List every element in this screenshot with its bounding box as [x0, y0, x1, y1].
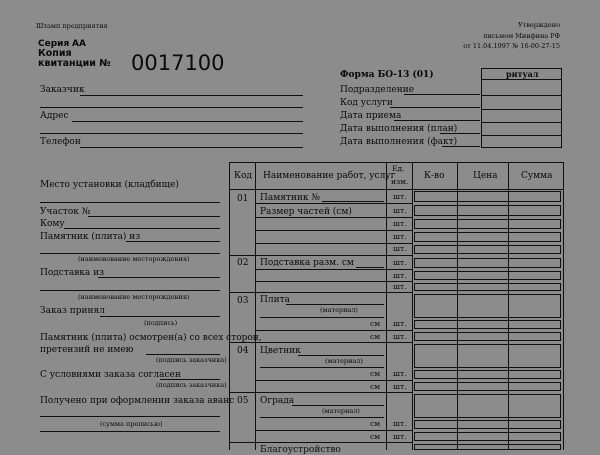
col-header-qty: К-во [424, 171, 445, 181]
field-fact-date-line[interactable] [442, 146, 480, 147]
item-monument: Памятник № [260, 193, 320, 203]
inspected-line-2: претензий не имею [40, 345, 134, 355]
unit-sm: см [370, 369, 381, 378]
code-04: 04 [237, 346, 249, 356]
item-stand-line[interactable] [356, 267, 384, 268]
to-label: Кому [40, 219, 65, 229]
col-header-name: Наименование работ, услуг [263, 171, 396, 181]
code-03: 03 [237, 296, 249, 306]
item-cut-off: Благоустройство [260, 445, 341, 455]
agree-label: С условиями заказа согласен [40, 370, 181, 380]
form-type-value: ритуал [506, 69, 539, 79]
unit-sht: шт. [393, 432, 407, 441]
unit-sht: шт. [393, 271, 407, 280]
stamp-label: Штамп предприятия [36, 22, 108, 30]
unit-sht: шт. [393, 282, 407, 291]
inspected-line-1: Памятник (плита) осмотрен(а) со всех сторон, [40, 333, 262, 343]
series-value: АА [72, 39, 86, 49]
field-plan-date-line[interactable] [440, 133, 480, 134]
accepted-label: Заказ принял [40, 306, 105, 316]
unit-sht: шт. [393, 258, 407, 267]
unit-sht: шт. [393, 369, 407, 378]
field-division-line[interactable] [404, 94, 480, 95]
code-02: 02 [237, 258, 249, 268]
approval-line-2: письмом Минфина РФ [483, 32, 560, 40]
phone-label: Телефон [40, 137, 81, 147]
field-fact-date-label: Дата выполнения (факт) [340, 137, 458, 147]
field-service-code-label: Код услуги [340, 98, 393, 108]
unit-sht: шт. [393, 192, 407, 201]
col-header-price: Цена [473, 171, 498, 181]
code-05: 05 [237, 396, 249, 406]
col-header-unit-1: Ед. [392, 164, 405, 173]
signature-caption: (подпись) [144, 319, 178, 327]
item-fence-line[interactable] [292, 405, 384, 406]
series-label: Серия [38, 39, 70, 49]
customer-sig-caption-1: (подпись заказчика) [156, 356, 227, 364]
unit-sm: см [370, 332, 381, 341]
material-caption-3: (материал) [322, 407, 360, 415]
item-slab: Плита [260, 295, 290, 305]
field-accept-date-label: Дата приема [340, 111, 402, 121]
unit-sht: шт. [393, 319, 407, 328]
form-name: Форма БО-13 (01) [340, 70, 434, 80]
unit-sht: шт. [393, 419, 407, 428]
form-type-box [481, 68, 562, 148]
unit-sht: шт. [393, 232, 407, 241]
unit-sht: шт. [393, 219, 407, 228]
accepted-line[interactable] [100, 316, 220, 317]
to-line[interactable] [64, 228, 220, 229]
unit-sm: см [370, 419, 381, 428]
item-slab-line[interactable] [286, 304, 384, 305]
place-label: Место установки (кладбище) [40, 180, 179, 190]
unit-sm: см [370, 319, 381, 328]
unit-sht: шт. [393, 382, 407, 391]
customer-sig-caption-2: (подпись заказчика) [156, 381, 227, 389]
receipt-title-2: квитанции № [38, 58, 111, 69]
field-plan-date-label: Дата выполнения (план) [340, 124, 458, 134]
col-header-code: Код [234, 171, 252, 181]
deposit-caption-1: (наименование месторождения) [78, 255, 190, 263]
approval-line-3: от 11.04.1997 № 16-00-27-15 [463, 42, 560, 50]
material-caption-2: (материал) [325, 357, 363, 365]
item-flowerbed: Цветник [260, 346, 301, 356]
unit-sht: шт. [393, 332, 407, 341]
item-monument-line[interactable] [322, 201, 384, 202]
unit-sm: см [370, 432, 381, 441]
unit-sht: шт. [393, 206, 407, 215]
item-fence: Ограда [260, 396, 295, 406]
code-01: 01 [237, 194, 249, 204]
advance-label: Получено при оформлении заказа аванс [40, 396, 235, 406]
unit-sht: шт. [393, 244, 407, 253]
customer-line[interactable] [80, 95, 303, 96]
plot-line[interactable] [88, 216, 220, 217]
address-label: Адрес [40, 111, 69, 121]
material-caption-1: (материал) [320, 306, 358, 314]
col-header-sum: Сумма [521, 171, 553, 181]
field-division-label: Подразделение [340, 85, 415, 95]
field-service-code-line[interactable] [390, 107, 480, 108]
item-stand: Подставка разм. см [260, 258, 354, 268]
monument-line[interactable] [126, 241, 220, 242]
receipt-title-1: Копия [38, 48, 72, 59]
stand-line[interactable] [98, 277, 220, 278]
deposit-caption-2: (наименование месторождения) [78, 293, 190, 301]
customer-label: Заказчик [40, 85, 85, 95]
item-flowerbed-line[interactable] [298, 355, 384, 356]
col-header-unit-2: изм. [391, 177, 409, 186]
advance-line[interactable] [40, 416, 220, 417]
field-accept-date-line[interactable] [394, 120, 480, 121]
stand-label: Подставка из [40, 268, 105, 278]
sum-caption: (сумма прописью) [100, 420, 163, 428]
receipt-number: 0017100 [131, 51, 225, 75]
item-parts-size: Размер частей (см) [260, 207, 352, 217]
plot-label: Участок № [40, 207, 91, 217]
phone-line[interactable] [80, 147, 303, 148]
agree-sign-line[interactable] [160, 379, 220, 380]
unit-sm: см [370, 382, 381, 391]
monument-label: Памятник (плита) из [40, 232, 141, 242]
inspected-sign-line[interactable] [146, 354, 220, 355]
address-line[interactable] [72, 121, 303, 122]
approval-line-1: Утверждено [517, 21, 560, 29]
